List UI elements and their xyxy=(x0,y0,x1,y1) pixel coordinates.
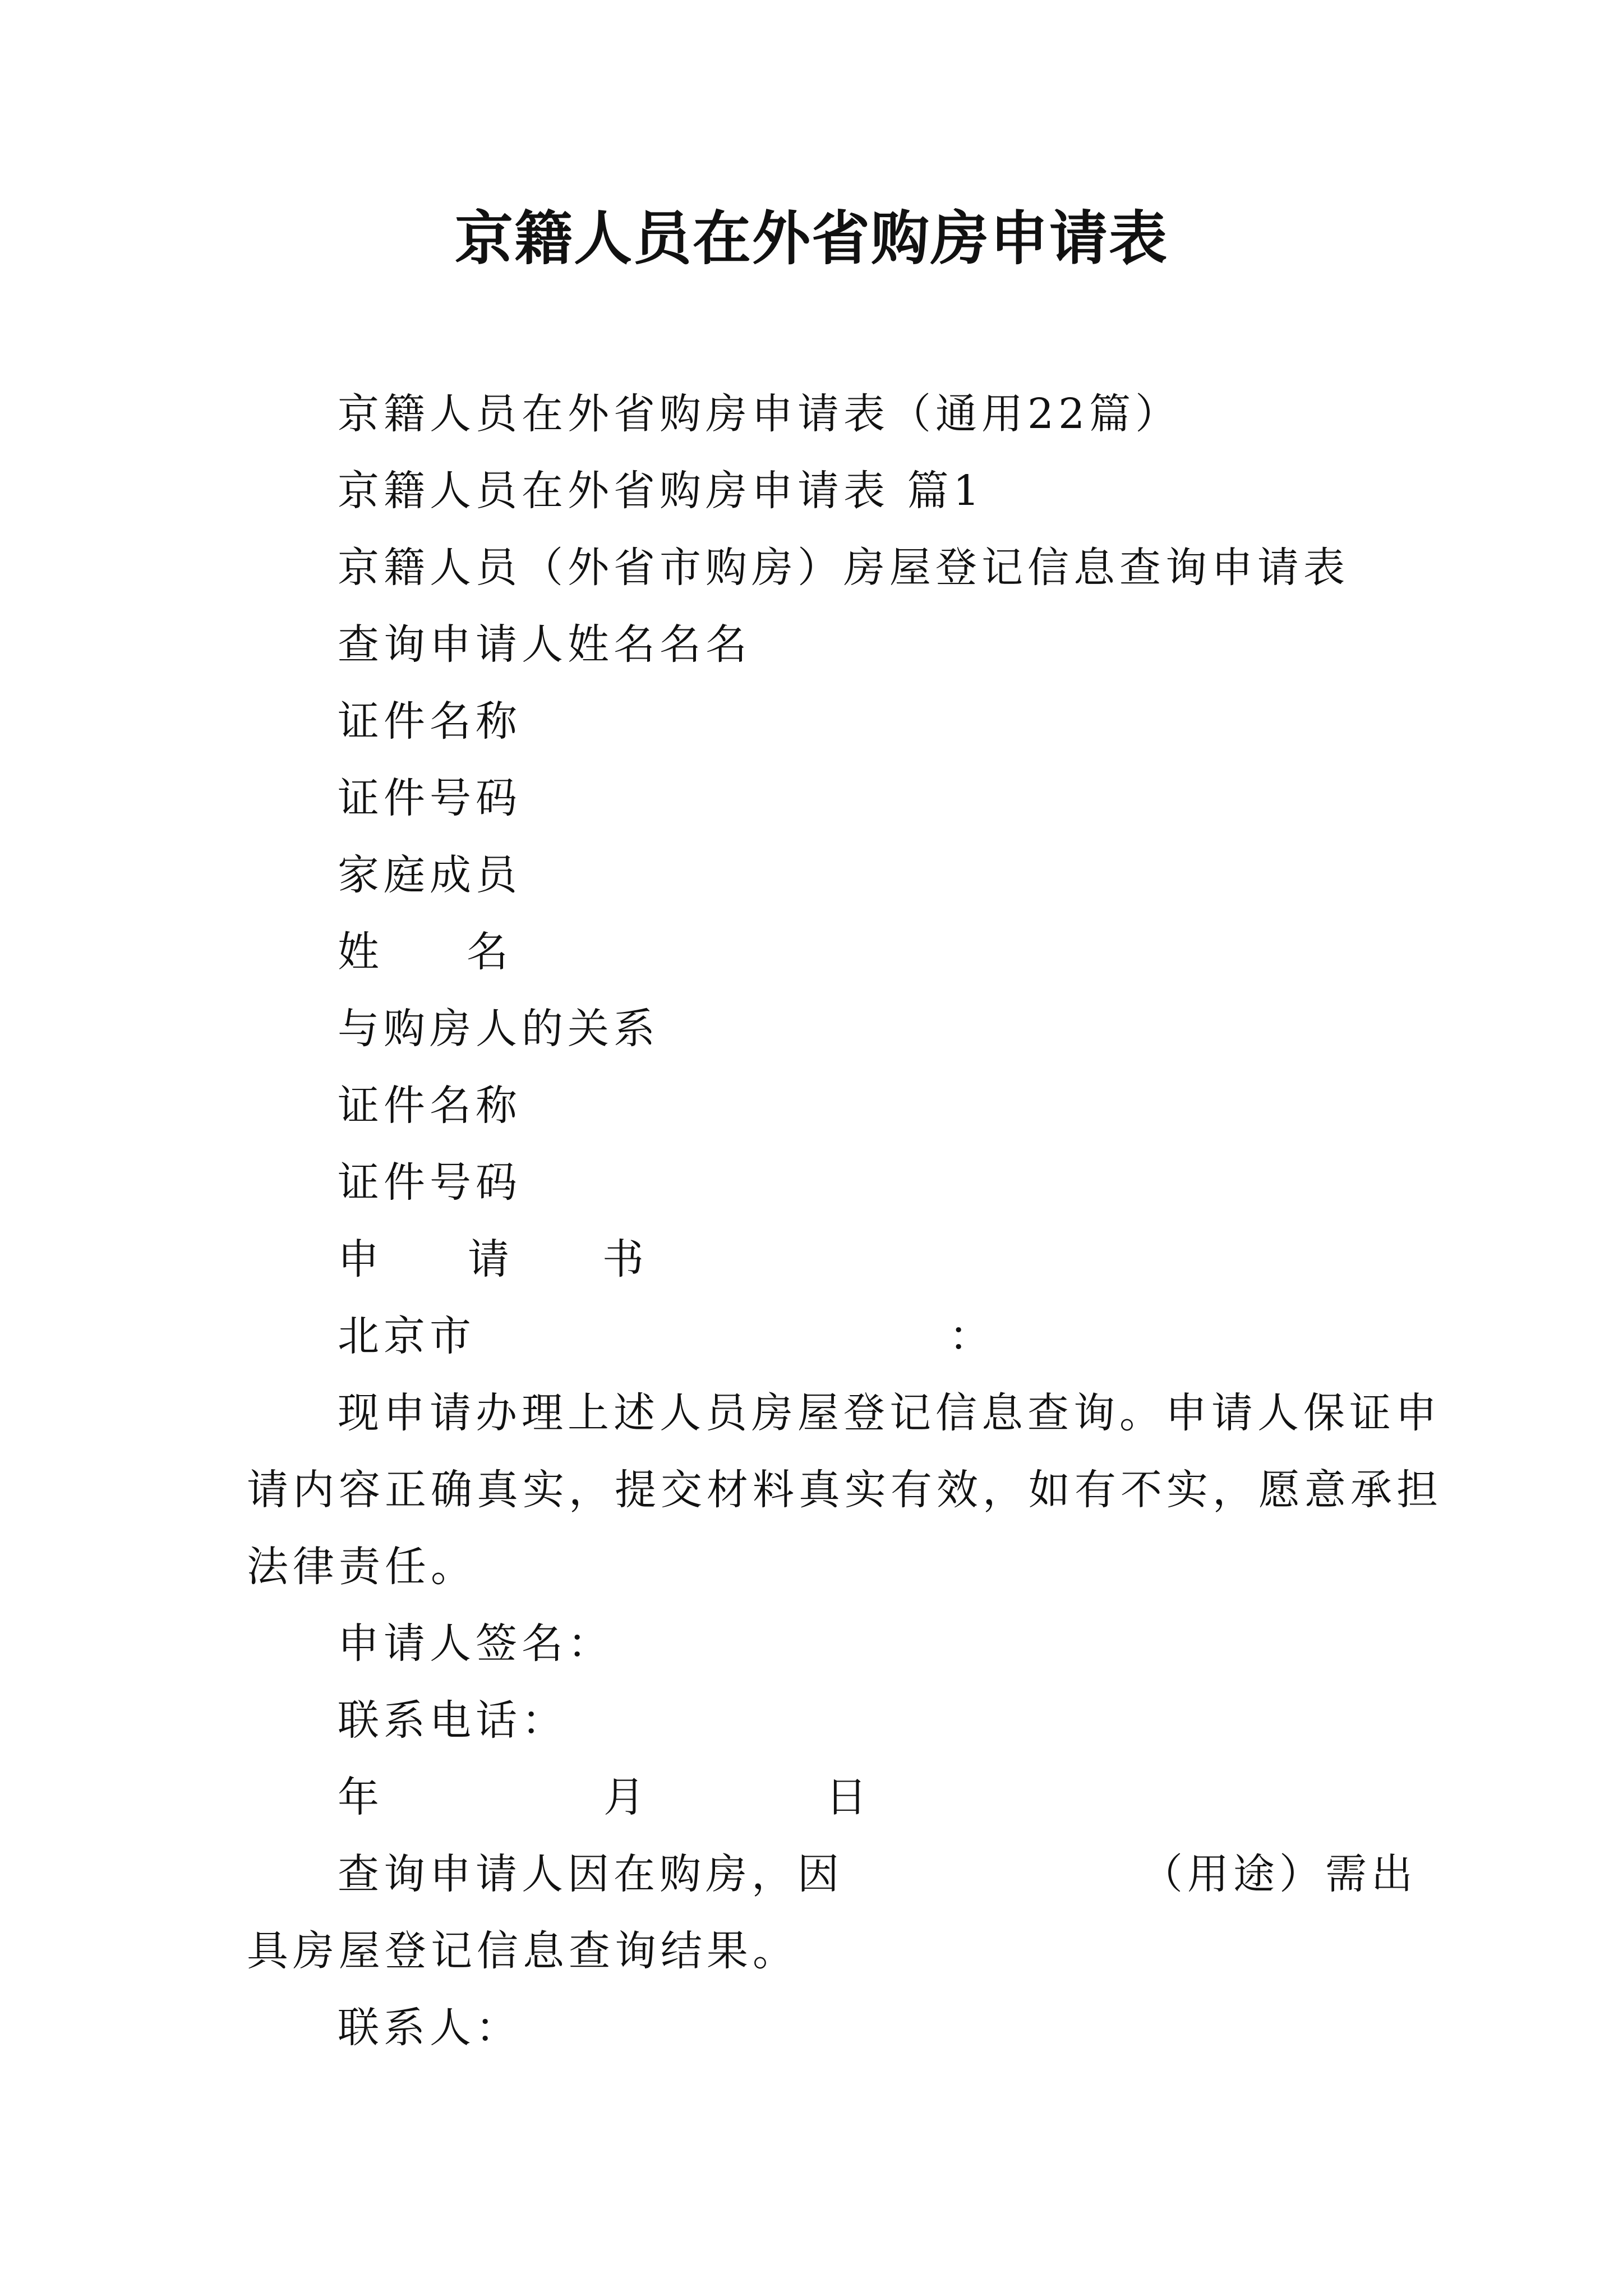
document-title: 京籍人员在外省购房申请表 xyxy=(454,204,1168,273)
application-heading-char-1: 申 xyxy=(338,1235,384,1283)
application-heading-char-3: 书 xyxy=(602,1235,648,1283)
statement-line-2: 请内容正确真实，提交材料真实有效，如有不实，愿意承担 xyxy=(247,1466,1442,1514)
application-heading-char-2: 请 xyxy=(468,1235,514,1283)
addressee-colon: ： xyxy=(949,1312,995,1360)
usage-line-1 xyxy=(0,1846,1623,1902)
contact-label: 联系人： xyxy=(338,2004,522,2052)
addressee: 北京市 xyxy=(338,1312,476,1360)
statement-line-1: 现申请办理上述人员房屋登记信息查询。申请人保证申 xyxy=(338,1389,1441,1437)
id-type-label: 证件名称 xyxy=(338,697,522,746)
date-year: 年 xyxy=(338,1773,384,1821)
statement-line-3: 法律责任。 xyxy=(247,1543,477,1591)
usage-line-1-start: 查询申请人因在购房，因 xyxy=(338,1850,843,1898)
usage-line-1-end: （用途）需出 xyxy=(1141,1850,1417,1898)
usage-line-2: 具房屋登记信息查询结果。 xyxy=(247,1927,799,1975)
application-heading xyxy=(338,1231,674,1287)
member-id-type-label: 证件名称 xyxy=(338,1082,522,1130)
addressee-line xyxy=(0,1308,1623,1364)
name-label xyxy=(338,924,562,980)
phone-label: 联系电话： xyxy=(338,1696,568,1745)
part-heading: 京籍人员在外省购房申请表 篇1 xyxy=(338,467,984,515)
date-line xyxy=(0,1769,1623,1825)
relation-label: 与购房人的关系 xyxy=(338,1005,660,1053)
member-id-number-label: 证件号码 xyxy=(338,1158,522,1207)
id-number-label: 证件号码 xyxy=(338,774,522,822)
date-month: 月 xyxy=(603,1773,649,1821)
collection-title: 京籍人员在外省购房申请表（通用22篇） xyxy=(338,390,1182,438)
signature-label: 申请人签名： xyxy=(338,1619,614,1668)
name-label-char-1: 姓 xyxy=(338,928,384,976)
applicant-name-label: 查询申请人姓名名名 xyxy=(338,620,751,669)
date-day: 日 xyxy=(826,1773,872,1821)
name-label-char-2: 名 xyxy=(467,928,513,976)
family-members-label: 家庭成员 xyxy=(338,851,522,899)
form-name: 京籍人员（外省市购房）房屋登记信息查询申请表 xyxy=(338,544,1349,592)
